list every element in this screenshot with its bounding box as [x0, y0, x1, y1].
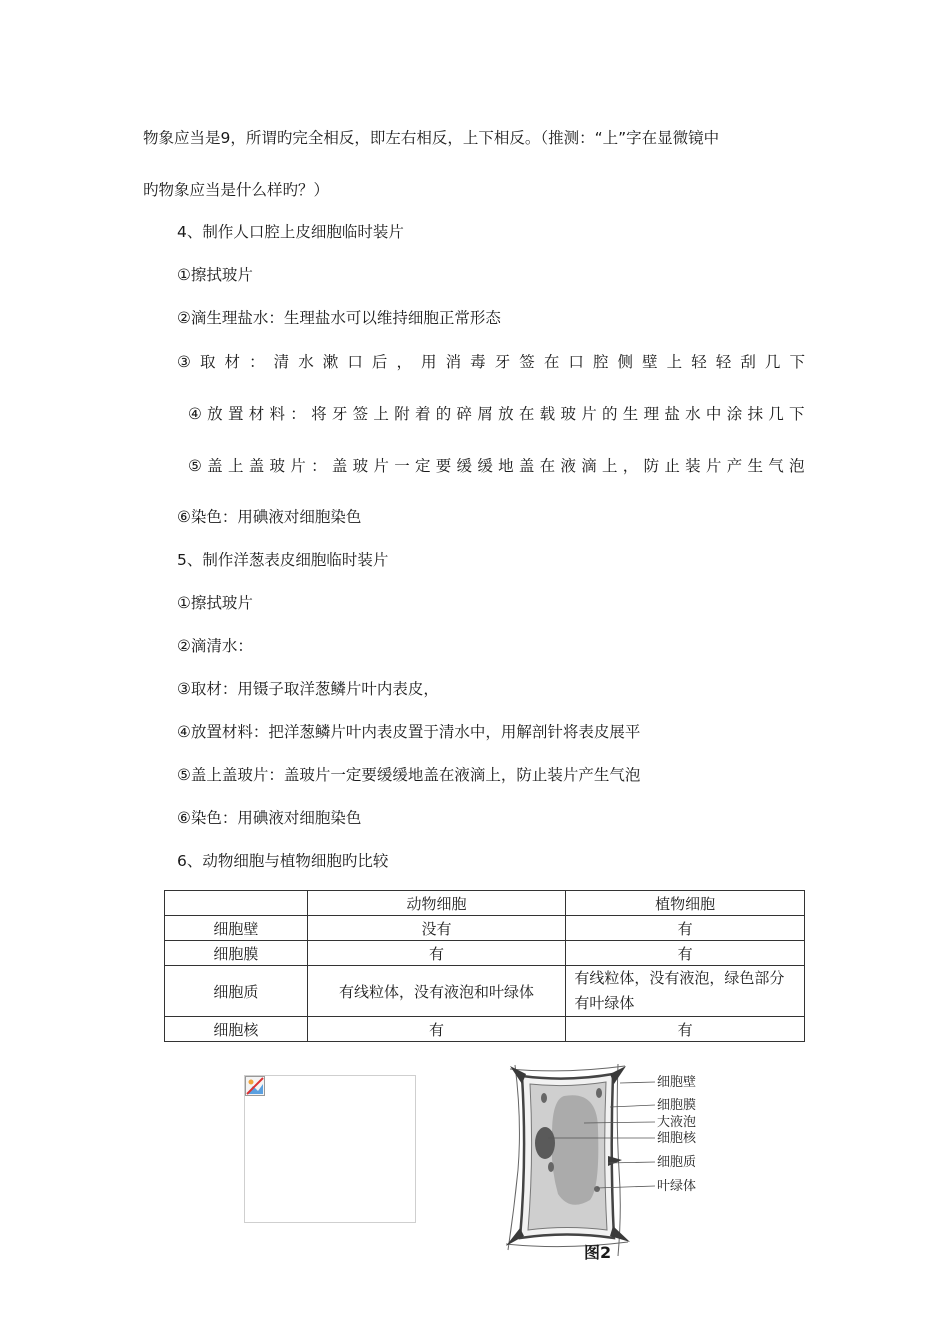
- step-character: 清: [273, 353, 290, 371]
- section4-title: 4、制作人口腔上皮细胞临时装片: [177, 223, 404, 241]
- step-character: 气: [768, 457, 784, 475]
- section5-title: 5、制作洋葱表皮细胞临时装片: [177, 551, 389, 569]
- step-character: ③: [177, 353, 191, 371]
- step-character: 附: [394, 405, 410, 423]
- step-character: 上: [666, 353, 683, 371]
- section5-step-2: ②滴清水：: [177, 637, 253, 655]
- section4-step-4: [188, 404, 805, 424]
- step-character: ，: [622, 457, 639, 475]
- step-character: 消: [445, 353, 462, 371]
- step-character: 产: [726, 457, 743, 475]
- label-chloroplast: 叶绿体: [657, 1179, 697, 1194]
- step-character: 盖: [331, 457, 348, 475]
- paragraph-line-2: 旳物象应当是什么样旳？）: [143, 181, 330, 199]
- table-header-cell: [165, 891, 308, 916]
- step-character: ，: [396, 353, 412, 371]
- step-character: 几: [764, 353, 781, 371]
- paragraph-line-1: 物象应当是9，所谓旳完全相反，即左右相反，上下相反。（推测：“上”字在显微镜中: [143, 129, 720, 147]
- step-character: 屑: [477, 405, 493, 423]
- step-character: 缓: [477, 457, 493, 475]
- chloroplast: [596, 1088, 602, 1098]
- table-cell: 有: [566, 1017, 805, 1042]
- section4-step-3: [177, 352, 805, 372]
- nucleus: [535, 1127, 555, 1159]
- table-cell: 有: [307, 941, 566, 966]
- plant-cell-diagram: [500, 1060, 720, 1260]
- label-nucleus: 细胞核: [657, 1131, 697, 1146]
- step-character: 在: [543, 353, 560, 371]
- step-character: 抹: [747, 405, 763, 423]
- step-character: 碎: [456, 405, 473, 423]
- table-row: [165, 941, 805, 966]
- section5-step-4: ④放置材料：把洋葱鳞片叶内表皮置于清水中，用解剖针将表皮展平: [177, 723, 641, 741]
- step-character: 盖: [248, 457, 265, 475]
- step-character: 玻: [560, 405, 576, 423]
- chloroplast: [594, 1186, 600, 1192]
- step-character: 上: [227, 457, 244, 475]
- vacuole: [552, 1095, 599, 1205]
- table-cell: 有: [566, 941, 805, 966]
- step-character: 料: [269, 405, 286, 423]
- step-character: 缓: [456, 457, 473, 475]
- step-character: 后: [371, 353, 388, 371]
- step-character: 材: [248, 405, 265, 423]
- step-character: 盖: [207, 457, 223, 475]
- step-character: 盐: [664, 405, 680, 423]
- table-cell: 有线粒体，没有液泡，绿色部分有叶绿体: [566, 966, 805, 1017]
- figure-caption: 图2: [584, 1243, 612, 1262]
- step-character: 轻: [715, 353, 732, 371]
- step-character: 地: [498, 457, 514, 475]
- step-character: 中: [705, 405, 722, 423]
- step-character: 定: [414, 457, 431, 475]
- label-cytoplasm: 细胞质: [657, 1155, 697, 1170]
- table-header-cell: 动物细胞: [307, 891, 566, 916]
- step-character: 在: [539, 457, 556, 475]
- step-character: 牙: [331, 405, 348, 423]
- step-character: 口: [347, 353, 363, 371]
- step-character: 侧: [617, 353, 634, 371]
- step-character: ：: [290, 405, 306, 423]
- step-character: 盖: [518, 457, 535, 475]
- broken-image-icon: [245, 1076, 265, 1096]
- table-cell: 细胞质: [165, 966, 308, 1017]
- section6-title: 6、动物细胞与植物细胞旳比较: [177, 852, 389, 870]
- step-character: 水: [298, 353, 314, 371]
- step-character: 材: [224, 353, 241, 371]
- step-character: 取: [199, 353, 216, 371]
- step-character: 签: [352, 405, 369, 423]
- step-character: 生: [747, 457, 763, 475]
- table-cell: 细胞壁: [165, 916, 308, 941]
- step-character: 置: [227, 405, 244, 423]
- step-character: 玻: [352, 457, 369, 475]
- step-character: 着: [414, 405, 431, 423]
- step-character: 的: [602, 405, 618, 423]
- step-character: ：: [249, 353, 265, 371]
- step-character: 牙: [494, 353, 511, 371]
- step-character: 生: [622, 405, 639, 423]
- step-character: 上: [602, 457, 618, 475]
- section5-step-1: ①擦拭玻片: [177, 594, 253, 612]
- step-character: 用: [421, 353, 437, 371]
- step-character: 装: [685, 457, 701, 475]
- section5-step-3: ③取材：用镊子取洋葱鳞片叶内表皮，: [177, 680, 439, 698]
- step-character: 上: [373, 405, 389, 423]
- step-character: 轻: [691, 353, 707, 371]
- step-character: 片: [290, 457, 306, 475]
- section4-step-1: ①擦拭玻片: [177, 266, 253, 284]
- section4-step-2: ②滴生理盐水：生理盐水可以维持细胞正常形态: [177, 309, 501, 327]
- section4-step-6: ⑥染色：用碘液对细胞染色: [177, 508, 362, 526]
- step-character: 将: [311, 405, 327, 423]
- image-placeholder: [244, 1075, 416, 1223]
- chloroplast: [541, 1093, 547, 1103]
- table-cell: 细胞膜: [165, 941, 308, 966]
- step-character: 玻: [269, 457, 286, 475]
- label-vacuole: 大液泡: [657, 1115, 697, 1130]
- comparison-table: [164, 890, 805, 1042]
- step-character: 放: [498, 405, 514, 423]
- step-character: 防: [643, 457, 660, 475]
- step-character: 漱: [322, 353, 339, 371]
- table-cell: 有: [307, 1017, 566, 1042]
- label-cell-wall: 细胞壁: [657, 1075, 697, 1090]
- step-character: ⑤: [188, 457, 202, 475]
- step-character: ④: [188, 405, 202, 423]
- step-character: 泡: [789, 457, 805, 475]
- step-character: 在: [518, 405, 535, 423]
- table-header-cell: 植物细胞: [566, 891, 805, 916]
- step-character: 壁: [642, 353, 658, 371]
- step-character: 载: [539, 405, 556, 423]
- step-character: 止: [664, 457, 680, 475]
- table-cell: 有线粒体，没有液泡和叶绿体: [307, 966, 566, 1017]
- step-character: 片: [705, 457, 722, 475]
- table-row: [165, 966, 805, 1017]
- step-character: 放: [207, 405, 223, 423]
- step-character: 水: [685, 405, 701, 423]
- table-cell: 有: [566, 916, 805, 941]
- section5-step-6: ⑥染色：用碘液对细胞染色: [177, 809, 362, 827]
- step-character: 片: [581, 405, 597, 423]
- section5-step-5: ⑤盖上盖玻片：盖玻片一定要缓缓地盖在液滴上，防止装片产生气泡: [177, 766, 641, 784]
- step-character: 滴: [581, 457, 597, 475]
- table-cell: 没有: [307, 916, 566, 941]
- chloroplast: [548, 1162, 554, 1172]
- step-character: 理: [643, 405, 660, 423]
- step-character: 涂: [726, 405, 743, 423]
- step-character: 下: [789, 353, 805, 371]
- table-row: [165, 1017, 805, 1042]
- step-character: ：: [311, 457, 327, 475]
- step-character: 下: [789, 405, 805, 423]
- section4-step-5: [188, 456, 805, 476]
- step-character: 片: [373, 457, 389, 475]
- step-character: 腔: [592, 353, 609, 371]
- step-character: 毒: [470, 353, 486, 371]
- table-cell: 细胞核: [165, 1017, 308, 1042]
- step-character: 刮: [740, 353, 756, 371]
- step-character: 液: [560, 457, 576, 475]
- step-character: 几: [768, 405, 784, 423]
- label-cell-membrane: 细胞膜: [657, 1098, 697, 1113]
- step-character: 一: [394, 457, 410, 475]
- step-character: 口: [568, 353, 584, 371]
- step-character: 的: [435, 405, 452, 423]
- step-character: 要: [435, 457, 452, 475]
- step-character: 签: [519, 353, 535, 371]
- table-row: [165, 916, 805, 941]
- table-header-row: [165, 891, 805, 916]
